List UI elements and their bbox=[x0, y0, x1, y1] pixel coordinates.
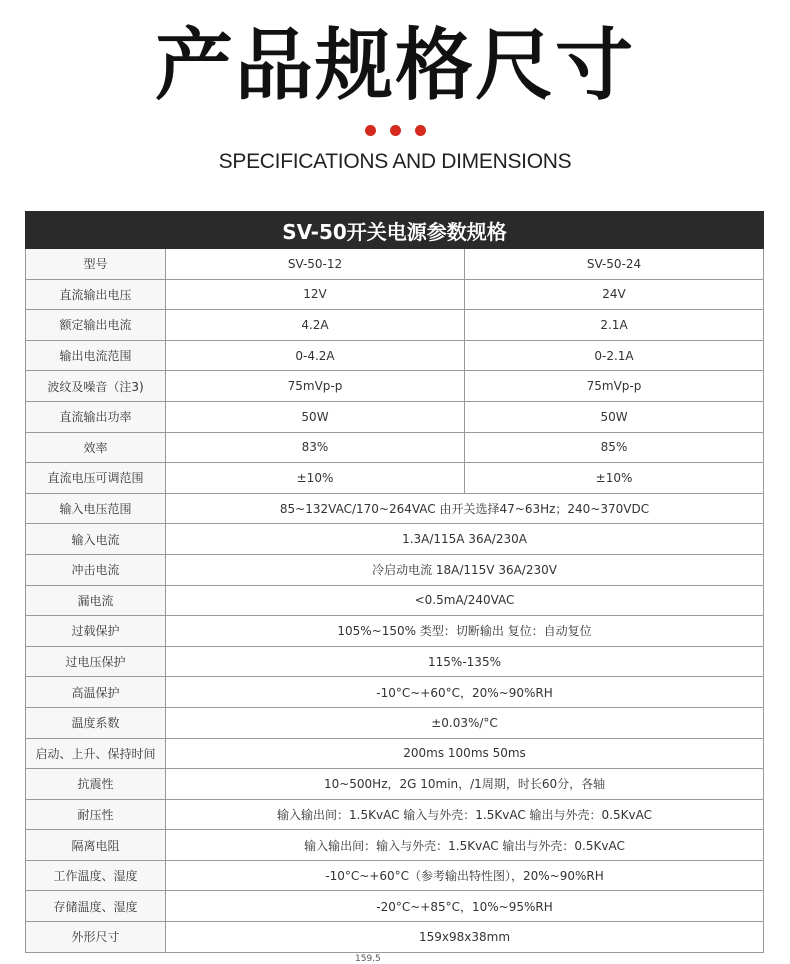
table-row bbox=[26, 707, 764, 738]
row-label: 型号 bbox=[26, 249, 166, 280]
spec-table bbox=[25, 211, 764, 953]
row-value-12v: 83% bbox=[166, 432, 465, 463]
row-value-24v: 24V bbox=[465, 279, 764, 310]
row-value-12v: ±10% bbox=[166, 463, 465, 494]
row-value-24v: 85% bbox=[465, 432, 764, 463]
row-value-12v: 0-4.2A bbox=[166, 340, 465, 371]
row-label: 存储温度、湿度 bbox=[26, 891, 166, 922]
row-label: 工作温度、湿度 bbox=[26, 860, 166, 891]
table-row bbox=[26, 249, 764, 280]
table-row bbox=[26, 371, 764, 402]
row-label: 过电压保护 bbox=[26, 646, 166, 677]
row-value: <0.5mA/240VAC bbox=[166, 585, 764, 616]
row-value: 输入输出间：1.5KvAC 输入与外壳：1.5KvAC 输出与外壳：0.5KvAC bbox=[166, 799, 764, 830]
row-value: -10°C~+60°C，20%~90%RH bbox=[166, 677, 764, 708]
spec-table-header-row bbox=[26, 212, 764, 249]
row-label: 过载保护 bbox=[26, 616, 166, 647]
row-value-24v: 2.1A bbox=[465, 310, 764, 341]
page-title: 产品规格尺寸 bbox=[154, 21, 635, 111]
table-row bbox=[26, 463, 764, 494]
row-label: 输入电压范围 bbox=[26, 493, 166, 524]
row-value: 1.3A/115A 36A/230A bbox=[166, 524, 764, 555]
row-label: 高温保护 bbox=[26, 677, 166, 708]
table-row bbox=[26, 524, 764, 555]
row-label: 波纹及噪音（注3) bbox=[26, 371, 166, 402]
row-value: 85~132VAC/170~264VAC 由开关选择47~63Hz；240~370VDC bbox=[166, 493, 764, 524]
row-label: 额定输出电流 bbox=[26, 310, 166, 341]
decorative-dots bbox=[0, 125, 790, 139]
row-value: ±0.03%/°C bbox=[166, 707, 764, 738]
table-row bbox=[26, 616, 764, 647]
row-label: 外形尺寸 bbox=[26, 922, 166, 953]
page-subtitle: SPECIFICATIONS AND DIMENSIONS bbox=[218, 150, 572, 173]
row-value: -10°C~+60°C（参考输出特性图），20%~90%RH bbox=[166, 860, 764, 891]
table-row bbox=[26, 830, 764, 861]
table-row bbox=[26, 554, 764, 585]
table-row bbox=[26, 922, 764, 953]
table-row bbox=[26, 279, 764, 310]
row-value: 冷启动电流 18A/115V 36A/230V bbox=[166, 554, 764, 585]
row-value-24v: 75mVp-p bbox=[465, 371, 764, 402]
table-row bbox=[26, 401, 764, 432]
table-row bbox=[26, 493, 764, 524]
table-row bbox=[26, 340, 764, 371]
row-label: 漏电流 bbox=[26, 585, 166, 616]
row-label: 冲击电流 bbox=[26, 554, 166, 585]
row-value: 105%~150% 类型：切断输出 复位：自动复位 bbox=[166, 616, 764, 647]
row-value-24v: 50W bbox=[465, 401, 764, 432]
table-row bbox=[26, 738, 764, 769]
row-value-12v: 4.2A bbox=[166, 310, 465, 341]
row-value: -20°C~+85°C，10%~95%RH bbox=[166, 891, 764, 922]
red-dot-icon bbox=[390, 125, 401, 136]
row-label: 直流输出功率 bbox=[26, 401, 166, 432]
row-label: 启动、上升、保持时间 bbox=[26, 738, 166, 769]
red-dot-icon bbox=[415, 125, 426, 136]
row-label: 直流电压可调范围 bbox=[26, 463, 166, 494]
row-value-24v: 0-2.1A bbox=[465, 340, 764, 371]
row-label: 隔离电阻 bbox=[26, 830, 166, 861]
row-value-12v: SV-50-12 bbox=[166, 249, 465, 280]
table-row bbox=[26, 432, 764, 463]
row-label: 输出电流范围 bbox=[26, 340, 166, 371]
row-value-12v: 12V bbox=[166, 279, 465, 310]
row-label: 输入电流 bbox=[26, 524, 166, 555]
red-dot-icon bbox=[365, 125, 376, 136]
table-row bbox=[26, 891, 764, 922]
table-row bbox=[26, 585, 764, 616]
row-value: 115%-135% bbox=[166, 646, 764, 677]
row-value-24v: ±10% bbox=[465, 463, 764, 494]
row-value: 200ms 100ms 50ms bbox=[166, 738, 764, 769]
row-value-12v: 75mVp-p bbox=[166, 371, 465, 402]
dimension-footnote: 159.5 bbox=[355, 954, 381, 964]
spec-table-body bbox=[26, 249, 764, 953]
table-row bbox=[26, 769, 764, 800]
row-value: 10~500Hz，2G 10min，/1周期，时长60分，各轴 bbox=[166, 769, 764, 800]
row-value-12v: 50W bbox=[166, 401, 465, 432]
row-value-24v: SV-50-24 bbox=[465, 249, 764, 280]
row-label: 效率 bbox=[26, 432, 166, 463]
table-row bbox=[26, 860, 764, 891]
row-label: 温度系数 bbox=[26, 707, 166, 738]
row-label: 抗震性 bbox=[26, 769, 166, 800]
table-row bbox=[26, 646, 764, 677]
row-label: 直流输出电压 bbox=[26, 279, 166, 310]
row-label: 耐压性 bbox=[26, 799, 166, 830]
table-row bbox=[26, 799, 764, 830]
spec-table-heading: SV-50开关电源参数规格 bbox=[26, 212, 764, 249]
table-row bbox=[26, 310, 764, 341]
row-value: 输入输出间：输入与外壳：1.5KvAC 输出与外壳：0.5KvAC bbox=[166, 830, 764, 861]
table-row bbox=[26, 677, 764, 708]
row-value: 159x98x38mm bbox=[166, 922, 764, 953]
